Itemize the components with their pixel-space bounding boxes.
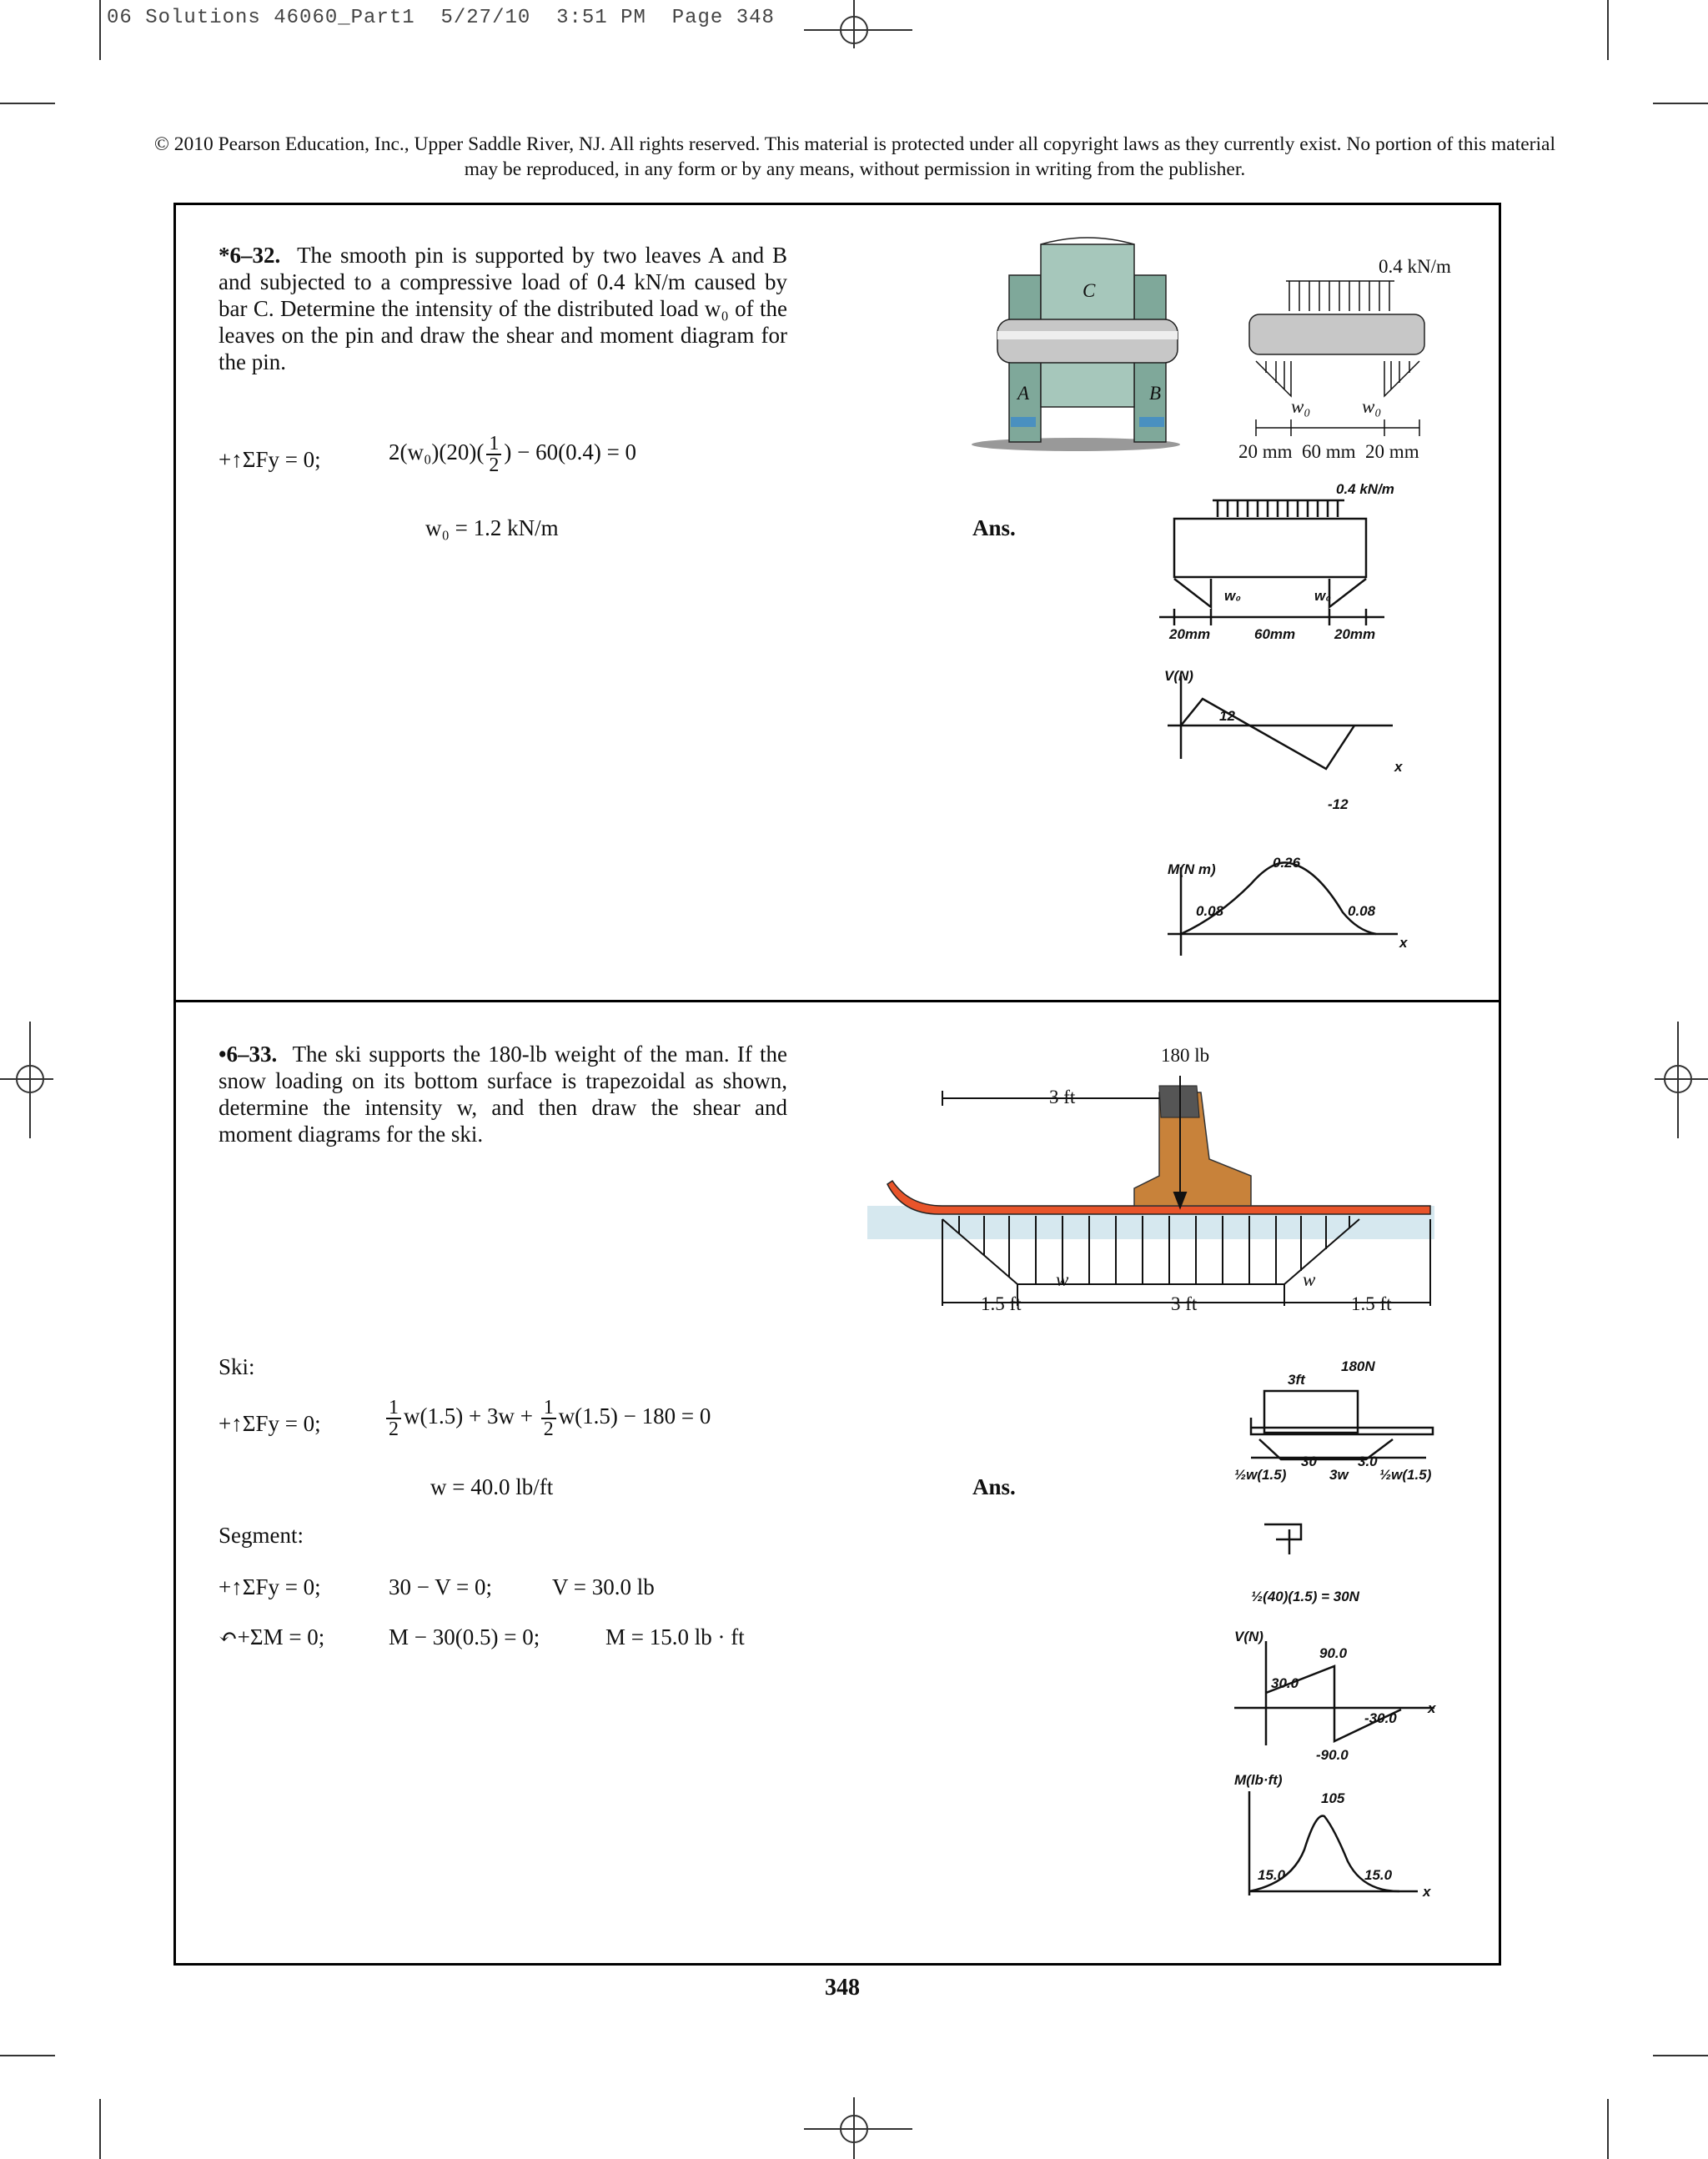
hand-top: 180N [1341,1358,1375,1374]
problem-6-32-statement [219,242,787,375]
hand-d3: 20mm [1334,626,1376,642]
hand-x1: x [1428,1700,1436,1716]
hand-q2: 3w [1329,1467,1349,1483]
label-d3: 1.5 ft [1351,1293,1392,1314]
hand-w0b: w₀ [1314,588,1331,604]
hand-w0a: w₀ [1224,588,1241,604]
eq-part: ) − 60(0.4) = 0 [504,439,637,465]
hand-m-axis: M(N m) [1168,861,1216,877]
pin-shear-moment-sketch [1151,475,1426,959]
hand-v-min: -12 [1328,796,1349,812]
hand-x1: x [1394,759,1403,775]
numerator: 1 [386,1398,401,1419]
hand-m-a: 15.0 [1258,1867,1286,1883]
eq-part: w(1.5) + 3w + [404,1403,533,1429]
copyright-notice: © 2010 Pearson Education, Inc., Upper Saddle River, NJ. All rights reserved. This material is protected under all copyright laws as they currently exist. No portion of this material may be reproduced, in any form or by any means, without permission in writing from the publisher. [153,133,1555,180]
segment-force-result: V = 30.0 lb [552,1574,655,1599]
equation-label: ↶+ΣM = 0; [219,1624,325,1649]
segment-moment-result: M = 15.0 lb · ft [605,1624,745,1649]
hand-q3: ½w(1.5) [1379,1467,1432,1483]
hand-seg: ½(40)(1.5) = 30N [1251,1589,1359,1604]
hand-v-max: 12 [1219,708,1235,724]
hand-v-axis: V(N) [1234,1629,1263,1644]
problem-number: •6–33. [219,1042,278,1067]
equation-label: +↑ΣFy = 0; [219,1574,321,1599]
hand-x2: x [1399,935,1408,951]
hand-m-max: 0.26 [1273,855,1301,871]
hand-s2: 3.0 [1358,1454,1378,1469]
ski-equation [384,1398,711,1439]
hand-load: 0.4 kN/m [1336,481,1394,497]
hand-v-axis: V(N) [1164,668,1193,684]
numerator: 1 [541,1398,556,1419]
equation-label: +↑ΣFy = 0; [219,1411,321,1436]
label-w0-left: w₀ [1291,396,1311,417]
hand-ft: 3ft [1288,1372,1305,1388]
problem-text: The ski supports the 180-lb weight of the man. If the snow loading on its bottom surface is trapezoidal as shown, determine the intensity w, and then draw the shear and moment diagrams for the ski. [219,1042,787,1147]
label-180lb: 180 lb [1161,1045,1210,1066]
eq-part: w(1.5) − 180 = 0 [558,1403,711,1429]
fraction [541,1398,556,1439]
label-C: C [1083,280,1096,301]
hand-s1: 30 [1301,1454,1317,1469]
fraction [486,434,501,475]
hand-m-axis: M(lb·ft) [1234,1772,1283,1788]
answer-label: Ans. [972,1474,1016,1499]
segment-heading: Segment: [219,1523,304,1548]
result-w: w = 40.0 lb/ft [430,1474,554,1499]
hand-v-c: -90.0 [1316,1747,1349,1763]
hand-m-a: 0.08 [1196,903,1224,919]
answer-label: Ans. [972,515,1016,540]
print-slug: 06 Solutions 46060_Part1 5/27/10 3:51 PM Page 348 [107,7,775,29]
denominator: 2 [389,1418,399,1440]
segment-force-eq: 30 − V = 0; [389,1574,492,1599]
hand-v-b: -30.0 [1364,1710,1397,1726]
hand-v-top: 90.0 [1319,1645,1348,1661]
result-w0: w₀ = 1.2 kN/m [425,515,559,540]
pin-figure [967,238,1501,471]
problem-number: *6–32. [219,243,281,268]
segment-moment-eq: M − 30(0.5) = 0; [389,1624,540,1649]
label-d2: 3 ft [1171,1293,1198,1314]
hand-v-a: 30.0 [1271,1675,1299,1691]
hand-d2: 60mm [1254,626,1296,642]
label-w0-right: w₀ [1362,396,1382,417]
problem-text: The smooth pin is supported by two leaves A and B and subjected to a compressive load of 0.4 kN/m caused by bar C. Determine the intensity of the distributed load w₀ of the leaves on the pin and draw the shear and moment diagram for the pin. [219,243,788,374]
eq-part: 2(w₀)(20)( [389,439,485,465]
denominator: 2 [543,1418,554,1440]
problem-divider [173,1000,1501,1002]
hand-d1: 20mm [1169,626,1211,642]
ski-shear-moment-sketch [1218,1349,1468,1950]
label-B: B [1149,383,1162,404]
label-dims: 20 mm 60 mm 20 mm [1238,441,1419,462]
equation-label: +↑ΣFy = 0; [219,447,321,472]
label-load: 0.4 kN/m [1379,256,1451,277]
problem-6-33-statement [219,1041,787,1147]
hand-x2: x [1423,1884,1431,1900]
numerator: 1 [486,434,501,455]
label-d1: 1.5 ft [981,1293,1022,1314]
label-A: A [1017,383,1030,404]
ski-heading: Ski: [219,1354,255,1379]
label-w-right: w [1303,1269,1316,1290]
hand-m-max: 105 [1321,1790,1345,1806]
ski-figure [859,1042,1443,1318]
label-3ft-top: 3 ft [1049,1087,1076,1107]
denominator: 2 [489,454,500,476]
hand-m-b: 15.0 [1364,1867,1393,1883]
label-w-left: w [1056,1269,1069,1290]
hand-m-b: 0.08 [1348,903,1376,919]
equilibrium-equation [389,434,636,475]
hand-q1: ½w(1.5) [1234,1467,1287,1483]
fraction [386,1398,401,1439]
page-number: 348 [825,1975,860,2001]
